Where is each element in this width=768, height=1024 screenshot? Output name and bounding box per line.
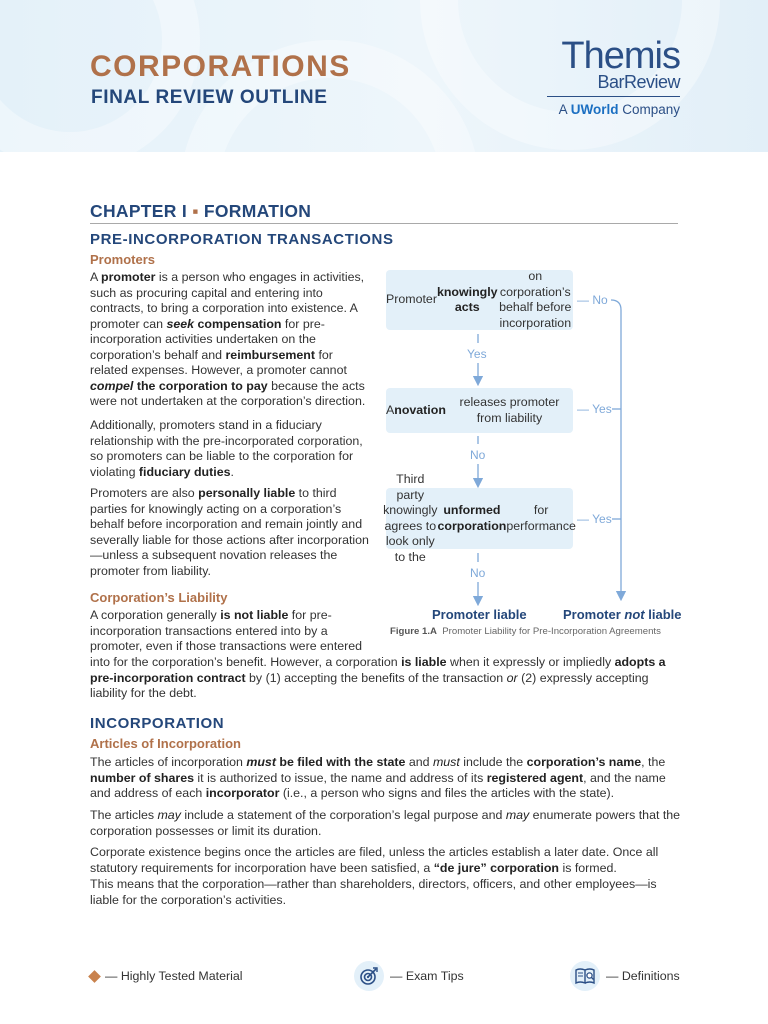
flow-label-yes-1: Yes — [467, 347, 487, 361]
corp-liability-paragraph-1: A corporation generally is not liable for pre-incorporation transactions entered into by a promoter, even if those transactions were entered — [90, 608, 363, 653]
flow-label-no-1: No — [470, 448, 486, 462]
outcome-promoter-liable: Promoter liable — [432, 607, 527, 622]
flow-label-side-yes-1: — Yes — [577, 402, 612, 416]
flow-box-third-party: Third party knowingly agrees to look only to the unformed corporation for performance — [383, 472, 576, 564]
figure-caption-text: Promoter Liability for Pre-Incorporation Agreements — [442, 626, 661, 637]
subheading-corporations-liability: Corporation’s Liability — [90, 590, 228, 605]
section-heading-pre-incorporation: PRE-INCORPORATION TRANSACTIONS — [90, 231, 394, 248]
subheading-articles-of-incorporation: Articles of Incorporation — [90, 736, 241, 751]
chapter-title: FORMATION — [203, 201, 312, 221]
figure-caption — [390, 626, 661, 638]
legend-highly-tested-label: — Highly Tested Material — [105, 969, 243, 983]
logo-tagline: A UWorld Company — [558, 102, 680, 117]
logo-main-text: Themis — [561, 35, 680, 77]
articles-paragraph-2: The articles may include a statement of the corporation’s legal purpose and may enumerate powers that the corporation possesses or limit its duration. — [90, 808, 681, 838]
flow-label-side-yes-2: — Yes — [577, 512, 612, 526]
legend-definitions — [570, 961, 680, 991]
document-subtitle: FINAL REVIEW OUTLINE — [91, 87, 328, 108]
target-icon — [354, 961, 384, 991]
articles-paragraph-1: The articles of incorporation must be filed with the state and must include the corporation’s name, the number of shares it is authorized to issue, the name and address of its registered agent, and the name and address of each incorporator (i.e., a person who signs and files the articles with the state). — [90, 755, 666, 800]
logo-sub-text: BarReview — [597, 72, 680, 92]
outcome-promoter-not-liable: Promoter not liable — [563, 607, 682, 622]
legend-highly-tested — [90, 966, 243, 986]
legend-exam-tips-label: — Exam Tips — [390, 969, 464, 983]
figure-caption-label: Figure 1.A — [390, 626, 437, 637]
legend-exam-tips — [354, 961, 464, 991]
section-heading-incorporation: INCORPORATION — [90, 715, 225, 732]
document-title: CORPORATIONS — [90, 50, 351, 83]
diamond-icon — [88, 970, 101, 983]
promoters-paragraph-2: Additionally, promoters stand in a fiduciary relationship with the pre-incorporated corporation, so promoters can be liable to the corporation for violating fiduciary duties. — [90, 418, 363, 479]
flow-label-side-no: — No — [577, 293, 608, 307]
book-icon — [570, 961, 600, 991]
legend-definitions-label: — Definitions — [606, 969, 680, 983]
articles-paragraph-4: This means that the corporation—rather than shareholders, directors, officers, and other employees—is liable for the corporation’s activities. — [90, 877, 657, 907]
flow-label-no-2: No — [470, 566, 486, 580]
chapter-label: CHAPTER I — [90, 201, 188, 221]
flow-box-knowingly-acts: Promoter knowingly acts on corporation’s behalf before incorporation — [386, 269, 572, 330]
subheading-promoters: Promoters — [90, 252, 156, 267]
connector-side-trunk — [611, 300, 621, 596]
articles-paragraph-3: Corporate existence begins once the articles are filed, unless the articles establish a later date. Once all statutory requirements for incorporation have been satisfied, a “de jure” corporation is formed. — [90, 845, 659, 875]
flow-box-novation: A novation releases promoter from liability — [386, 388, 573, 433]
promoters-paragraph-1: A promoter is a person who engages in activities, such as procuring capital and entering into contracts, to bring a corporation into existence. A promoter can seek compensation for pre-incorporation activities undertaken on the corporation’s behalf and reimbursement for related expenses. However, a promoter cannot compel the corporation to pay because the acts were not undertaken at the corporation’s direction. — [90, 270, 366, 408]
promoters-paragraph-3: Promoters are also personally liable to third parties for knowingly acting on a corporation’s behalf before incorporation and remain jointly and severally liable for those actions after incorporation—unless a subsequent novation releases the promoter from liability. — [90, 486, 369, 578]
chapter-separator: ▪ — [192, 201, 199, 221]
corp-liability-paragraph-2: into for the corporation’s benefit. However, a corporation is liable when it expressly or impliedly adopts a pre-incorporation contract by (1) accepting the benefits of the transaction or (2) expressly accepting liability for the debt. — [90, 655, 666, 700]
